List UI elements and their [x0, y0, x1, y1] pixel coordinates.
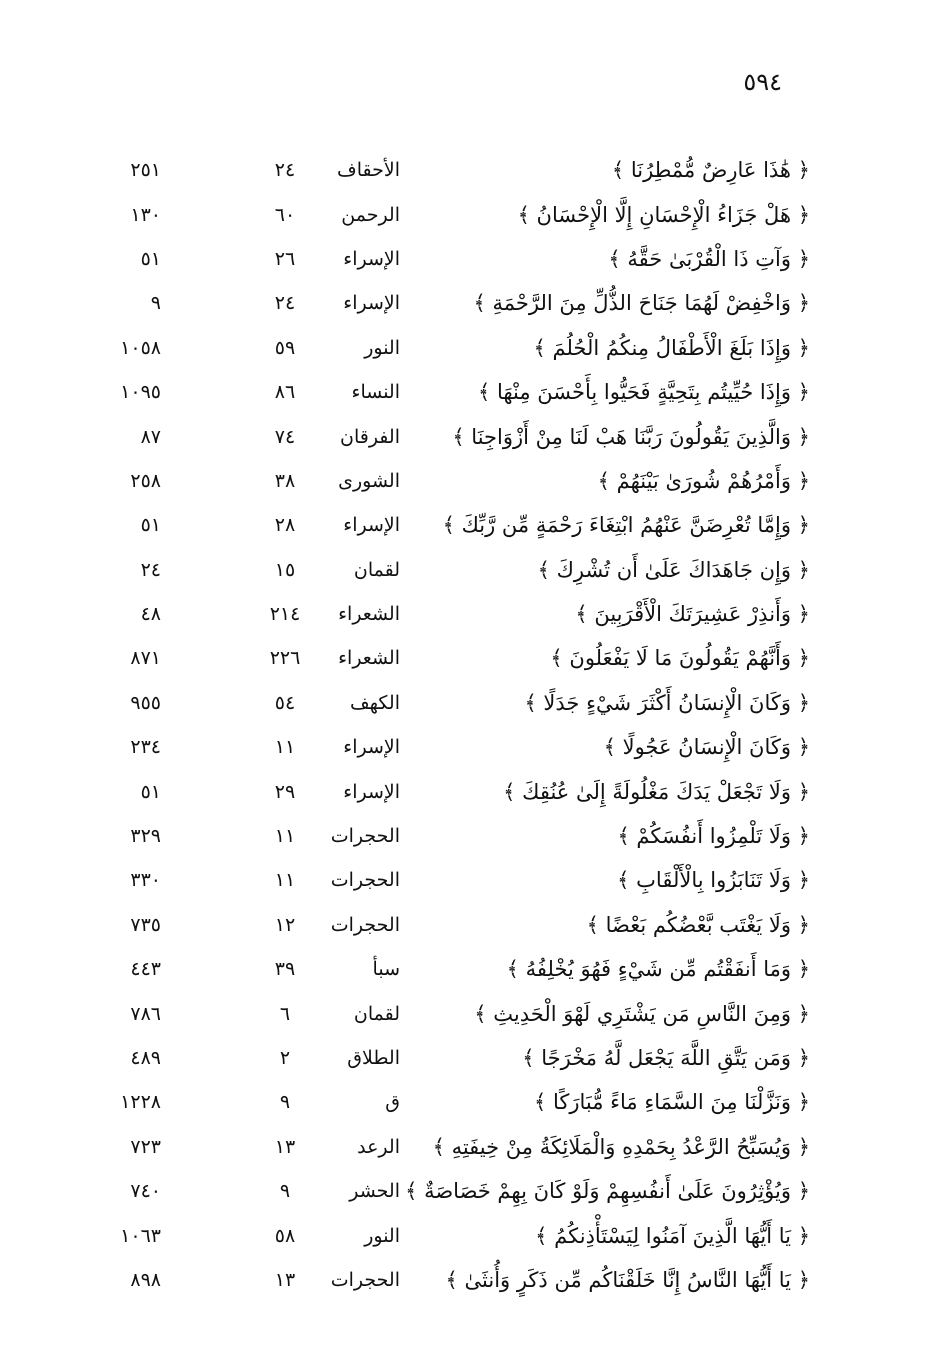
verse-text: ﴿ وَمَا أَنفَقْتُم مِّن شَيْءٍ فَهُوَ يُخْلِفُهُ ﴾: [506, 957, 810, 982]
page-reference: ٥١: [140, 514, 161, 537]
verse-text: ﴿ وَالَّذِينَ يَقُولُونَ رَبَّنَا هَبْ لَنَا مِنْ أَزْوَاجِنَا ﴾: [452, 424, 810, 449]
verse-text: ﴿ وَإِن جَاهَدَاكَ عَلَىٰ أَن تُشْرِكَ ﴾: [537, 557, 810, 582]
page-reference: ٧٢٣: [130, 1135, 161, 1158]
page-reference: ٤٨٩: [130, 1047, 161, 1069]
table-row: [0, 1213, 950, 1257]
surah-name: الحجرات: [330, 825, 400, 848]
table-row: [0, 370, 950, 414]
ayah-number: ٢: [279, 1047, 291, 1069]
table-row: [0, 681, 950, 725]
verse-text: ﴿ وَمَن يَتَّقِ اللَّهَ يَجْعَل لَّهُ مَخْرَجًا ﴾: [522, 1046, 810, 1070]
table-row: [0, 1125, 950, 1169]
surah-name: لقمان: [353, 558, 400, 581]
table-row: [0, 503, 950, 547]
ayah-number: ٩: [279, 1091, 291, 1114]
surah-name: الإسراء: [343, 736, 400, 759]
ayah-number: ٢٤: [274, 292, 296, 315]
surah-name: الإسراء: [343, 780, 400, 803]
page-reference: ٨٧١: [130, 647, 161, 670]
table-row: [0, 326, 950, 370]
verse-text: ﴿ وَأَمْرُهُمْ شُورَىٰ بَيْنَهُمْ ﴾: [597, 468, 810, 493]
page-reference: ٢٣٤: [130, 736, 161, 759]
table-row: [0, 1036, 950, 1080]
table-row: [0, 769, 950, 813]
page-number: ٥٩٤: [743, 68, 782, 96]
table-row: [0, 459, 950, 503]
ayah-number: ٧٤: [274, 425, 296, 448]
page-reference: ١٣٠: [130, 203, 161, 226]
table-row: [0, 858, 950, 902]
verse-text: ﴿ وَمِنَ النَّاسِ مَن يَشْتَرِي لَهْوَ الْحَدِيثِ ﴾: [474, 1001, 810, 1026]
surah-name: الإسراء: [343, 247, 400, 270]
ayah-number: ٥٨: [274, 1224, 296, 1247]
verse-text: ﴿ وَاخْفِضْ لَهُمَا جَنَاحَ الذُّلِّ مِنَ الرَّحْمَةِ ﴾: [473, 291, 810, 316]
verse-text: ﴿ وَلَا تَلْمِزُوا أَنفُسَكُمْ ﴾: [617, 824, 810, 849]
surah-name: النور: [364, 336, 400, 359]
table-row: [0, 281, 950, 325]
ayah-number: ٢٤: [274, 159, 296, 182]
table-row: [0, 414, 950, 458]
surah-name: الإسراء: [343, 514, 400, 537]
ayah-number: ٣٨: [274, 469, 296, 492]
ayah-number: ٢٩: [274, 780, 296, 803]
ayah-number: ٢١٤: [269, 603, 301, 626]
ayah-number: ٨٦: [274, 381, 296, 404]
surah-name: الحشر: [349, 1180, 400, 1203]
verse-text: ﴿ وَيُسَبِّحُ الرَّعْدُ بِحَمْدِهِ وَالْمَلَائِكَةُ مِنْ خِيفَتِهِ ﴾: [432, 1134, 810, 1159]
verse-text: ﴿ وَنَزَّلْنَا مِنَ السَّمَاءِ مَاءً مُّبَارَكًا ﴾: [533, 1090, 810, 1115]
page-reference: ٨٧: [140, 425, 161, 448]
surah-name: الشعراء: [338, 603, 400, 626]
table-row: [0, 548, 950, 592]
surah-name: لقمان: [353, 1002, 400, 1025]
surah-name: الحجرات: [330, 913, 400, 936]
page-reference: ١٠٥٨: [120, 336, 161, 359]
verse-text: ﴿ وَكَانَ الْإِنسَانُ عَجُولًا ﴾: [603, 735, 810, 760]
page-reference: ٧٣٥: [130, 913, 161, 936]
surah-name: الأحقاف: [337, 159, 400, 182]
verse-text: ﴿ وَلَا يَغْتَب بَّعْضُكُم بَعْضًا ﴾: [586, 912, 810, 937]
page-reference: ٢٤: [140, 558, 161, 581]
page-reference: ٨٩٨: [130, 1268, 161, 1291]
ayah-number: ٦: [279, 1002, 291, 1025]
verse-text: ﴿ هَلْ جَزَاءُ الْإِحْسَانِ إِلَّا الْإِحْسَانُ ﴾: [517, 202, 810, 227]
surah-name: الحجرات: [330, 869, 400, 892]
table-row: [0, 148, 950, 192]
surah-name: الفرقان: [340, 425, 400, 448]
surah-name: الشعراء: [338, 647, 400, 670]
table-row: [0, 1258, 950, 1302]
ayah-number: ٥٤: [274, 691, 296, 714]
verse-text: ﴿ وَيُؤْثِرُونَ عَلَىٰ أَنفُسِهِمْ وَلَوْ كَانَ بِهِمْ خَصَاصَةٌ ﴾: [405, 1179, 810, 1204]
verse-text: ﴿ وَإِذَا حُيِّيتُم بِتَحِيَّةٍ فَحَيُّوا بِأَحْسَنَ مِنْهَا ﴾: [477, 380, 810, 405]
ayah-number: ٢٨: [274, 514, 296, 537]
page-reference: ١٠٩٥: [120, 381, 161, 404]
page-reference: ٩: [150, 292, 161, 315]
verse-text: ﴿ وَلَا تَجْعَلْ يَدَكَ مَغْلُولَةً إِلَىٰ عُنُقِكَ ﴾: [503, 779, 810, 804]
verse-index-table: [0, 148, 950, 1302]
surah-name: الرحمن: [341, 203, 400, 226]
page-reference: ٤٤٣: [130, 958, 161, 981]
page-reference: ٥١: [140, 780, 161, 803]
page-reference: ٢٥١: [130, 159, 161, 182]
surah-name: الكهف: [350, 691, 400, 714]
ayah-number: ١١: [274, 736, 296, 759]
ayah-number: ٣٩: [274, 958, 296, 981]
surah-name: سبأ: [372, 958, 400, 981]
table-row: [0, 1080, 950, 1124]
ayah-number: ١١: [274, 825, 296, 848]
table-row: [0, 814, 950, 858]
page-reference: ٥١: [140, 247, 161, 270]
ayah-number: ١١: [274, 869, 296, 892]
page-reference: ٤٨: [140, 603, 161, 626]
ayah-number: ١٢: [274, 913, 296, 936]
verse-text: ﴿ يَا أَيُّهَا الَّذِينَ آمَنُوا لِيَسْتَأْذِنكُمُ ﴾: [535, 1223, 810, 1248]
ayah-number: ٩: [279, 1180, 291, 1203]
surah-name: ق: [385, 1091, 400, 1114]
verse-text: ﴿ وَإِذَا بَلَغَ الْأَطْفَالُ مِنكُمُ الْحُلُمَ ﴾: [533, 335, 810, 360]
surah-name: الرعد: [357, 1135, 400, 1158]
surah-name: الإسراء: [343, 292, 400, 315]
verse-text: ﴿ وَإِمَّا تُعْرِضَنَّ عَنْهُمُ ابْتِغَاءَ رَحْمَةٍ مِّن رَّبِّكَ ﴾: [442, 513, 810, 538]
surah-name: النساء: [351, 381, 400, 404]
ayah-number: ١٣: [274, 1135, 296, 1158]
page-reference: ١٠٦٣: [120, 1224, 161, 1247]
surah-name: النور: [364, 1224, 400, 1247]
page-reference: ٩٥٥: [130, 691, 161, 714]
page-reference: ٣٢٩: [130, 825, 161, 848]
surah-name: الشورى: [338, 469, 400, 492]
table-row: [0, 192, 950, 236]
ayah-number: ٢٦: [274, 247, 296, 270]
verse-text: ﴿ وَأَنذِرْ عَشِيرَتَكَ الْأَقْرَبِينَ ﴾: [575, 602, 810, 627]
verse-text: ﴿ يَا أَيُّهَا النَّاسُ إِنَّا خَلَقْنَاكُم مِّن ذَكَرٍ وَأُنثَىٰ ﴾: [445, 1267, 810, 1292]
verse-text: ﴿ وَأَنَّهُمْ يَقُولُونَ مَا لَا يَفْعَلُونَ ﴾: [550, 646, 810, 671]
verse-text: ﴿ وَكَانَ الْإِنسَانُ أَكْثَرَ شَيْءٍ جَدَلًا ﴾: [524, 690, 810, 715]
table-row: [0, 237, 950, 281]
table-row: [0, 636, 950, 680]
page-reference: ١٢٢٨: [120, 1091, 161, 1114]
verse-text: ﴿ هَٰذَا عَارِضٌ مُّمْطِرُنَا ﴾: [611, 158, 810, 183]
page-reference: ٢٥٨: [130, 469, 161, 492]
page-reference: ٣٣٠: [130, 869, 161, 892]
ayah-number: ٥٩: [274, 336, 296, 359]
page-reference: ٧٤٠: [130, 1180, 161, 1203]
verse-text: ﴿ وَلَا تَنَابَزُوا بِالْأَلْقَابِ ﴾: [617, 868, 810, 893]
table-row: [0, 947, 950, 991]
surah-name: الحجرات: [330, 1268, 400, 1291]
verse-text: ﴿ وَآتِ ذَا الْقُرْبَىٰ حَقَّهُ ﴾: [608, 246, 810, 271]
table-row: [0, 991, 950, 1035]
ayah-number: ١٣: [274, 1268, 296, 1291]
ayah-number: ١٥: [274, 558, 296, 581]
table-row: [0, 903, 950, 947]
ayah-number: ٢٢٦: [269, 647, 301, 670]
ayah-number: ٦٠: [274, 203, 296, 226]
table-row: [0, 592, 950, 636]
surah-name: الطلاق: [347, 1047, 400, 1069]
table-row: [0, 725, 950, 769]
page-reference: ٧٨٦: [130, 1002, 161, 1025]
table-row: [0, 1169, 950, 1213]
